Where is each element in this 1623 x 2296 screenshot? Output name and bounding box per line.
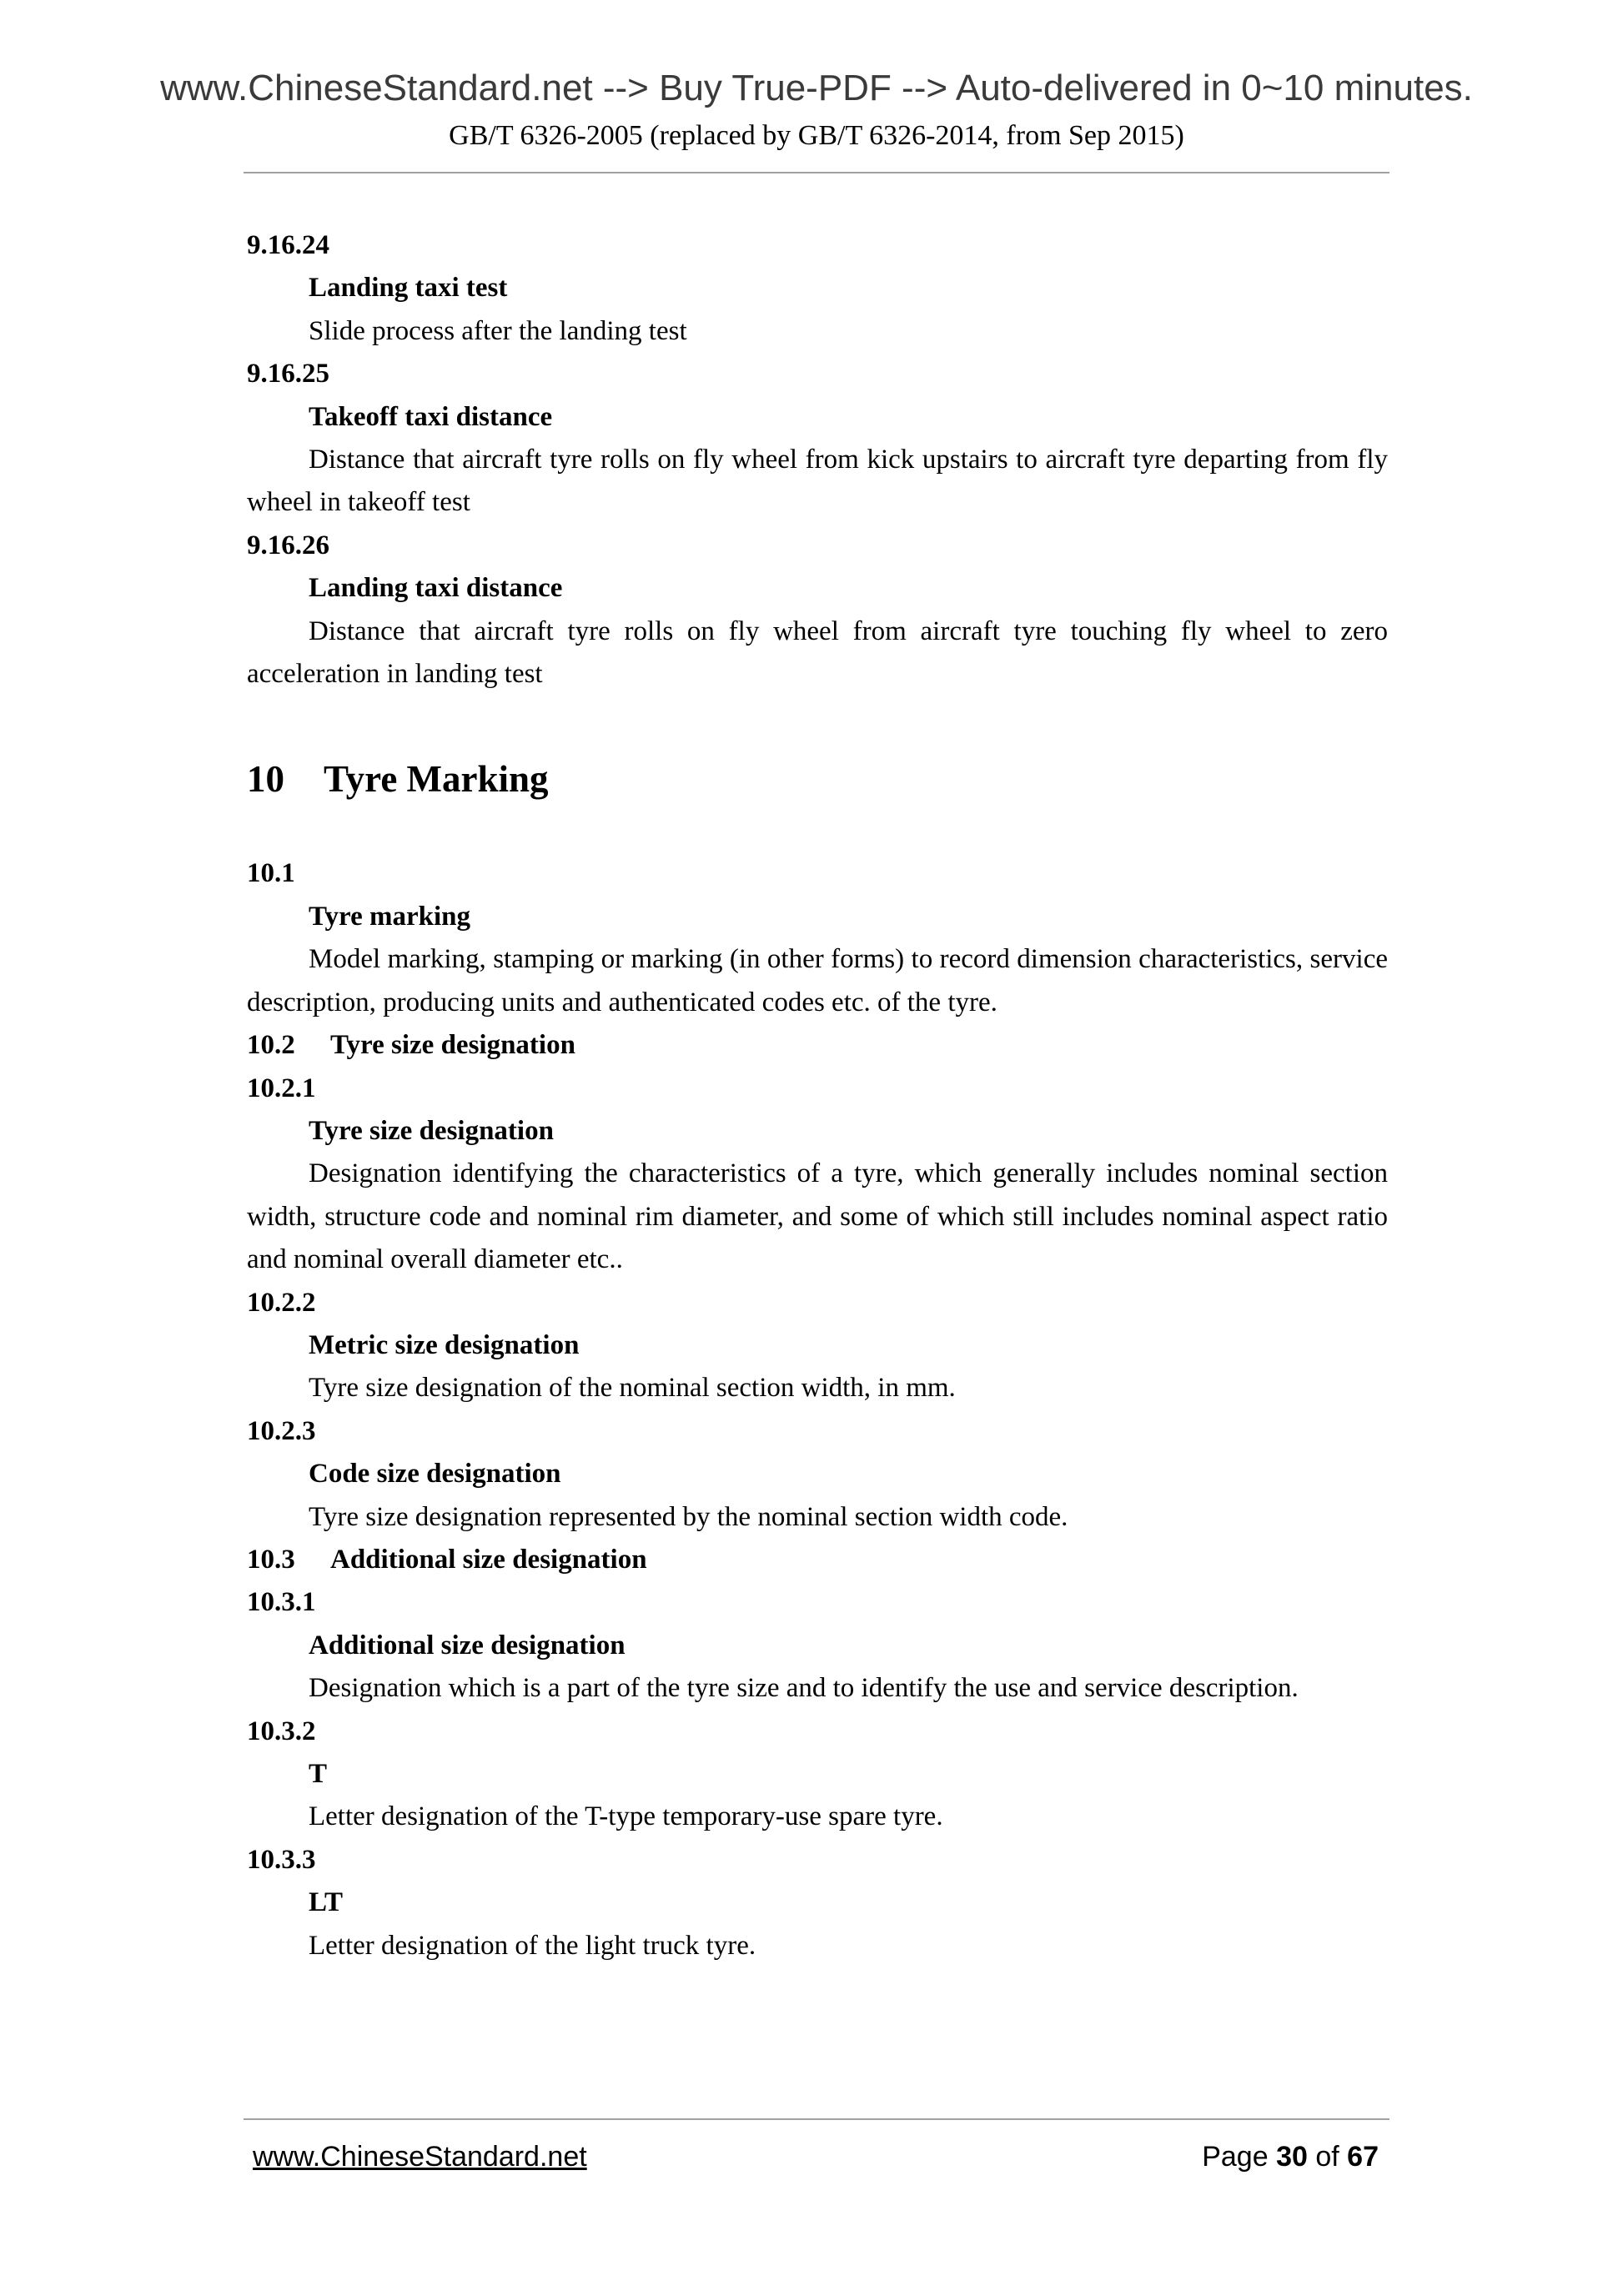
entry-number: 10.3.2 (247, 1716, 316, 1746)
entry-term: Landing taxi test (309, 273, 508, 304)
document-body (247, 224, 1388, 1967)
section-title: Additional size designation (330, 1544, 647, 1575)
entry-9-16-26 (247, 525, 1388, 696)
entry-9-16-25 (247, 353, 1388, 525)
entry-definition: Distance that aircraft tyre rolls on fly wheel from aircraft tyre touching fly wheel to zero acceleration in landing test (247, 615, 1388, 690)
entry-number: 10.3.1 (247, 1587, 316, 1618)
section-heading-10-2 (247, 1024, 1388, 1067)
section-heading-10-3 (247, 1539, 1388, 1581)
entry-definition: Tyre size designation represented by the nominal section width code. (309, 1501, 1068, 1532)
current-page: 30 (1276, 2141, 1308, 2173)
entry-term: Additional size designation (309, 1630, 626, 1660)
total-pages: 67 (1347, 2141, 1379, 2173)
chapter-title: Tyre Marking (324, 758, 549, 801)
entry-9-16-24 (247, 224, 1388, 353)
page-indicator (1202, 2141, 1379, 2173)
entry-definition: Letter designation of the T-type temporary-use spare tyre. (309, 1801, 943, 1832)
header-banner: www.ChineseStandard.net --> Buy True-PDF --> Auto-delivered in 0~10 minutes. (160, 68, 1473, 108)
entry-10-2-2 (247, 1282, 1388, 1410)
section-number: 10.3 (247, 1544, 295, 1575)
section-title: Tyre size designation (330, 1030, 575, 1061)
entry-number: 9.16.25 (247, 359, 329, 389)
entry-definition: Letter designation of the light truck tyre. (309, 1930, 756, 1961)
entry-term: T (309, 1759, 328, 1789)
entry-number: 10.2.3 (247, 1415, 316, 1446)
entry-term: Code size designation (309, 1459, 561, 1490)
entry-term: LT (309, 1887, 343, 1918)
entry-definition: Designation which is a part of the tyre size and to identify the use and service description. (309, 1673, 1299, 1704)
entry-10-2-3 (247, 1410, 1388, 1539)
of-label: of (1315, 2141, 1339, 2173)
entry-term: Tyre size designation (309, 1115, 554, 1146)
entry-term: Takeoff taxi distance (309, 401, 553, 432)
entry-number: 9.16.24 (247, 230, 329, 260)
section-number: 10.2 (247, 1030, 295, 1061)
entry-definition: Slide process after the landing test (309, 315, 687, 346)
header-subtitle: GB/T 6326-2005 (replaced by GB/T 6326-2014, from Sep 2015) (449, 120, 1184, 151)
entry-number: 10.2.2 (247, 1287, 316, 1318)
entry-number: 10.1 (247, 858, 295, 889)
entry-number: 9.16.26 (247, 530, 329, 560)
page-label: Page (1202, 2141, 1269, 2173)
entry-term: Landing taxi distance (309, 573, 563, 604)
entry-term: Metric size designation (309, 1329, 580, 1360)
entry-10-3-3 (247, 1839, 1388, 1967)
entry-10-3-1 (247, 1581, 1388, 1710)
entry-definition: Model marking, stamping or marking (in other forms) to record dimension characteristics, service description, producing units and authenticated codes etc. of the tyre. (247, 944, 1388, 1017)
entry-definition: Designation identifying the characteristics of a tyre, which generally includes nominal section width, structure code and nominal rim diameter, and some of which still includes nominal aspect ratio and nominal overall diameter etc.. (247, 1158, 1388, 1275)
entry-number: 10.2.1 (247, 1073, 316, 1103)
entry-definition: Tyre size designation of the nominal section width, in mm. (309, 1373, 956, 1404)
footer-divider (244, 2118, 1389, 2120)
entry-10-3-2 (247, 1711, 1388, 1839)
chapter-number: 10 (247, 758, 284, 801)
entry-number: 10.3.3 (247, 1844, 316, 1875)
chapter-heading (247, 754, 1388, 804)
entry-10-2-1 (247, 1068, 1388, 1282)
entry-term: Tyre marking (309, 901, 471, 932)
header-divider (244, 172, 1389, 173)
footer-site-link[interactable]: www.ChineseStandard.net (253, 2141, 587, 2173)
entry-definition: Distance that aircraft tyre rolls on fly wheel from kick upstairs to aircraft tyre departing from fly wheel in takeoff test (247, 445, 1388, 518)
entry-10-1 (247, 852, 1388, 1024)
